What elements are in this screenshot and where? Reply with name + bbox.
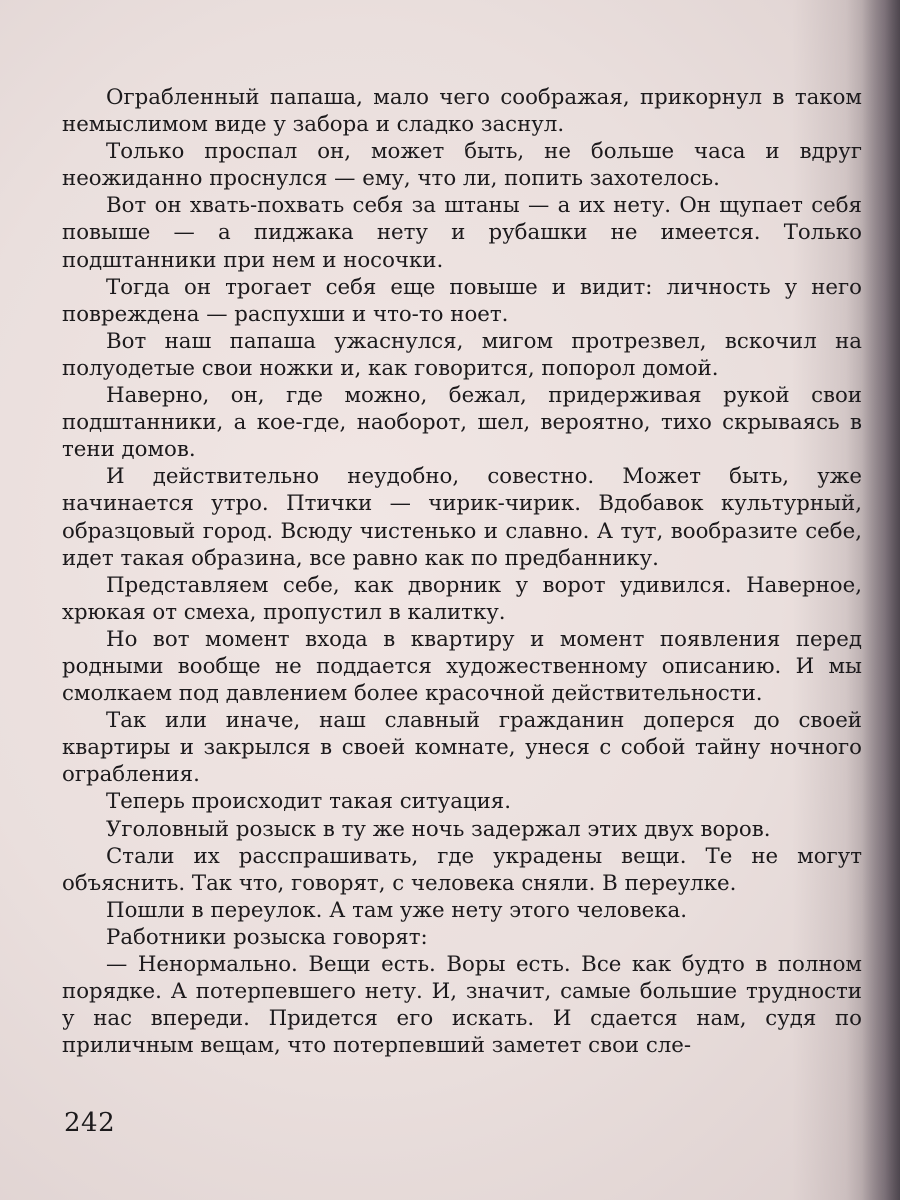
paragraph-4: Тогда он трогает себя еще повыше и видит: личность у него повреждена — распухши и что-то ноет. [62, 274, 862, 327]
paragraph-12: Уголовный розыск в ту же ночь задержал этих двух воров. [106, 816, 771, 842]
page-number: 242 [64, 1108, 116, 1138]
paragraph-5: Вот наш папаша ужаснулся, мигом протрезвел, вскочил на полуодетые свои ножки и, как говорится, попорол домой. [62, 328, 862, 381]
paragraph-15: Работники розыска говорят: [106, 924, 428, 950]
paragraph-2: Только проспал он, может быть, не больше часа и вдруг неожиданно проснулся — ему, что ли, попить захотелось. [62, 139, 862, 192]
paragraph-8: Представляем себе, как дворник у ворот удивился. Наверное, хрюкая от смеха, пропустил в калитку. [62, 572, 862, 625]
paragraph-9: Но вот момент входа в квартиру и момент появления перед родными вообще не поддается художественному описанию. И мы смолкаем под давлением более красочной действительности. [62, 626, 862, 707]
paragraph-13: Стали их расспрашивать, где украдены вещи. Те не могут объяснить. Так что, говорят, с человека сняли. В переулке. [62, 843, 862, 896]
paragraph-16: — Ненормально. Вещи есть. Воры есть. Все как будто в полном порядке. А потерпевшего нету. И, значит, самые большие трудности у нас впереди. Придется его искать. И сдается нам, судя по приличным вещам, что потерпевший заметет свои сле- [62, 952, 862, 1059]
paragraph-3: Вот он хвать-похвать себя за штаны — а их нету. Он щупает себя повыше — а пиджака нету и рубашки не имеется. Только подштанники при нем и носочки. [62, 193, 862, 273]
paragraph-1: Ограбленный папаша, мало чего соображая, прикорнул в таком немыслимом виде у забора и сладко заснул. [62, 85, 862, 138]
paragraph-11: Теперь происходит такая ситуация. [106, 789, 511, 815]
paragraph-7: И действительно неудобно, совестно. Может быть, уже начинается утро. Птички — чирик-чирик. Вдобавок культурный, образцовый город. Всюду чистенько и славно. А тут, вообразите себе, идет такая образина, все равно как по предбаннику. [62, 464, 862, 571]
spine-shadow [862, 0, 900, 1200]
body-text [62, 84, 862, 1059]
paragraph-10: Так или иначе, наш славный гражданин доперся до своей квартиры и закрылся в своей комнате, унеся с собой тайну ночного ограбления. [62, 708, 862, 788]
paragraph-6: Наверно, он, где можно, бежал, придерживая рукой свои подштанники, а кое-где, наоборот, шел, вероятно, тихо скрываясь в тени домов. [62, 383, 862, 463]
paragraph-14: Пошли в переулок. А там уже нету этого человека. [106, 897, 687, 923]
